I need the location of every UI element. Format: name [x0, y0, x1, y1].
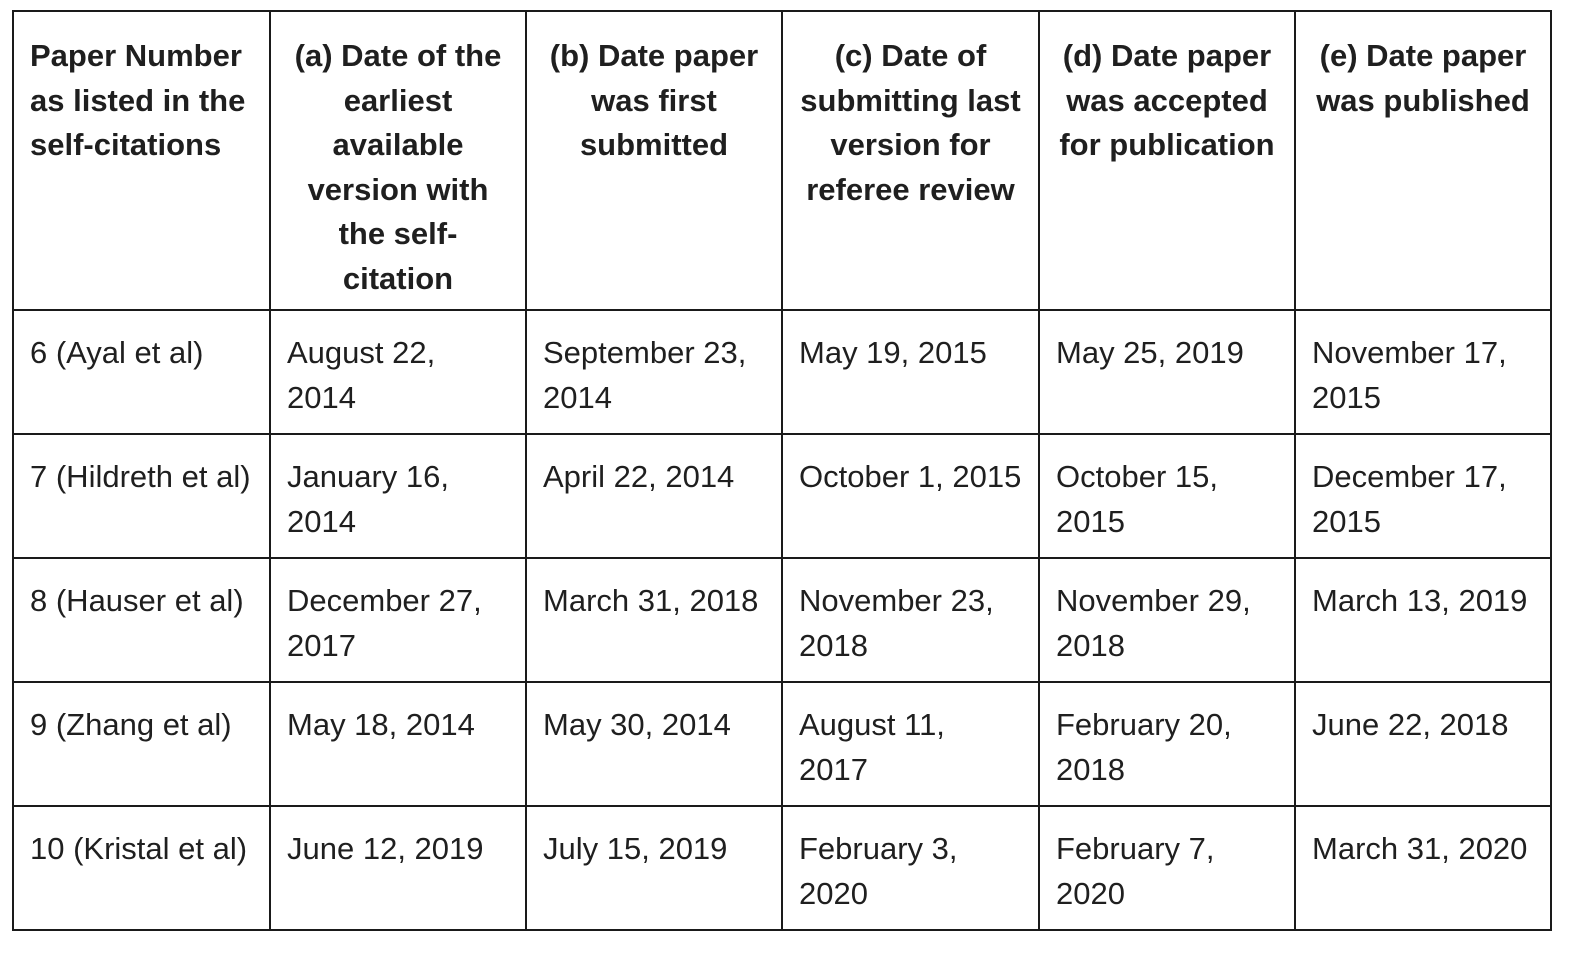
table-row [13, 310, 1551, 434]
cell-accepted-date: May 25, 2019 [1039, 310, 1295, 434]
cell-published-date: November 17, 2015 [1295, 310, 1551, 434]
header-published-date: (e) Date paper was published [1295, 11, 1551, 310]
cell-first-submitted-date: July 15, 2019 [526, 806, 782, 930]
cell-accepted-date: October 15, 2015 [1039, 434, 1295, 558]
cell-paper-number: 10 (Kristal et al) [13, 806, 270, 930]
cell-last-version-date: November 23, 2018 [782, 558, 1039, 682]
cell-paper-number: 9 (Zhang et al) [13, 682, 270, 806]
table-body [13, 310, 1551, 930]
cell-last-version-date: February 3, 2020 [782, 806, 1039, 930]
cell-paper-number: 7 (Hildreth et al) [13, 434, 270, 558]
cell-first-submitted-date: September 23, 2014 [526, 310, 782, 434]
cell-published-date: March 13, 2019 [1295, 558, 1551, 682]
table-row [13, 558, 1551, 682]
header-accepted-date: (d) Date paper was accepted for publication [1039, 11, 1295, 310]
cell-paper-number: 8 (Hauser et al) [13, 558, 270, 682]
cell-accepted-date: February 7, 2020 [1039, 806, 1295, 930]
table-header [13, 11, 1551, 310]
cell-first-submitted-date: March 31, 2018 [526, 558, 782, 682]
cell-last-version-date: August 11, 2017 [782, 682, 1039, 806]
header-last-version-date: (c) Date of submitting last version for referee review [782, 11, 1039, 310]
cell-published-date: March 31, 2020 [1295, 806, 1551, 930]
header-paper-number: Paper Number as listed in the self-citations [13, 11, 270, 310]
table-row [13, 682, 1551, 806]
table-row [13, 806, 1551, 930]
cell-earliest-version-date: December 27, 2017 [270, 558, 526, 682]
header-earliest-version-date: (a) Date of the earliest available version with the self-citation [270, 11, 526, 310]
cell-earliest-version-date: May 18, 2014 [270, 682, 526, 806]
cell-paper-number: 6 (Ayal et al) [13, 310, 270, 434]
cell-earliest-version-date: June 12, 2019 [270, 806, 526, 930]
header-first-submitted-date: (b) Date paper was first submitted [526, 11, 782, 310]
header-row [13, 11, 1551, 310]
table-row [13, 434, 1551, 558]
cell-first-submitted-date: April 22, 2014 [526, 434, 782, 558]
cell-published-date: June 22, 2018 [1295, 682, 1551, 806]
cell-accepted-date: November 29, 2018 [1039, 558, 1295, 682]
cell-published-date: December 17, 2015 [1295, 434, 1551, 558]
cell-earliest-version-date: January 16, 2014 [270, 434, 526, 558]
cell-first-submitted-date: May 30, 2014 [526, 682, 782, 806]
cell-accepted-date: February 20, 2018 [1039, 682, 1295, 806]
self-citation-dates-table [12, 10, 1552, 931]
cell-last-version-date: October 1, 2015 [782, 434, 1039, 558]
cell-last-version-date: May 19, 2015 [782, 310, 1039, 434]
cell-earliest-version-date: August 22, 2014 [270, 310, 526, 434]
